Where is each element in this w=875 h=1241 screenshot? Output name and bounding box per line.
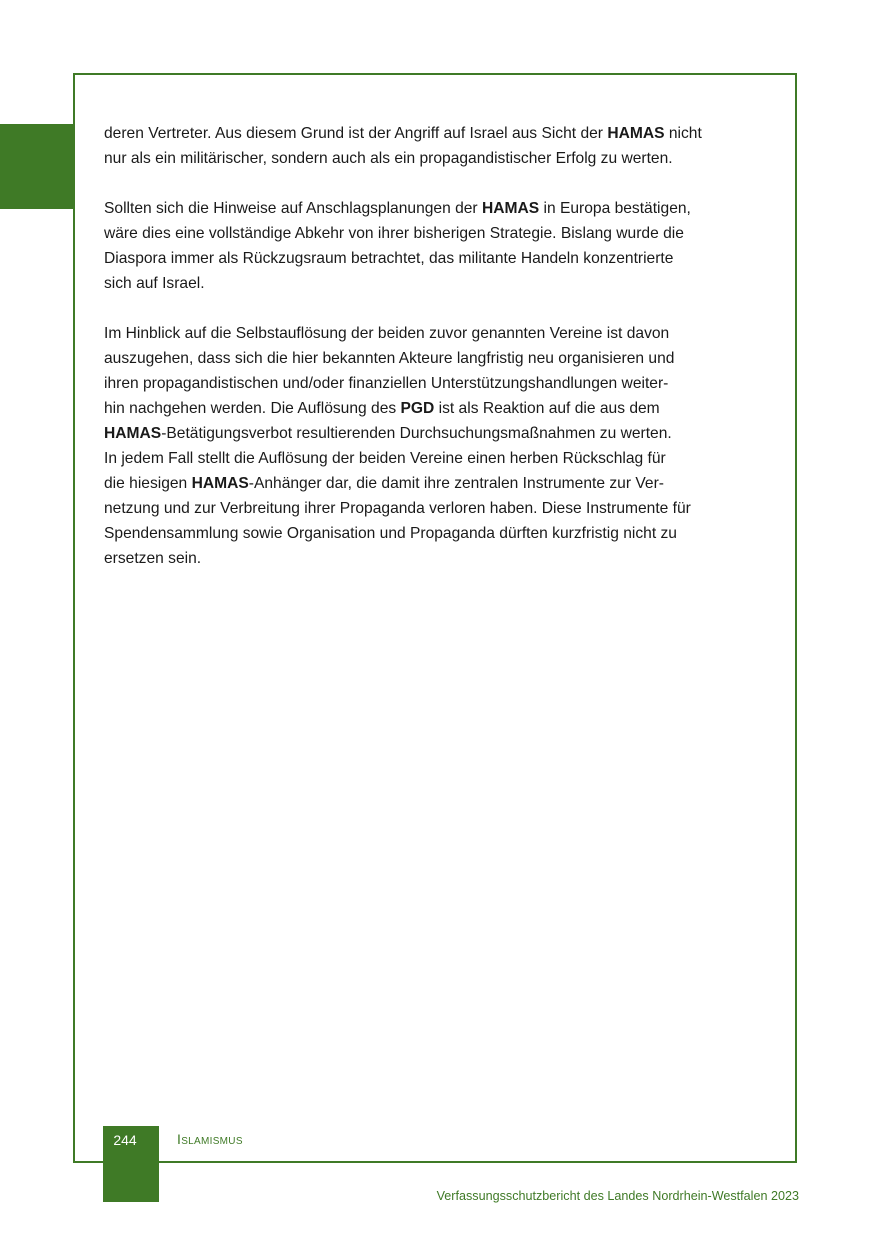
page-number: 244 [113, 1132, 137, 1148]
paragraph-3 [104, 321, 774, 571]
paragraph-1-segment: deren Vertreter. Aus diesem Grund ist der Angriff auf Israel aus Sicht der [104, 125, 608, 142]
paragraph-3-hamas: HAMAS [104, 425, 162, 442]
paragraph-2-segment: in Europa bestätigen, wäre dies eine vollständige Abkehr von ihrer bisherigen Strategie. Bislang wurde die Diaspora immer als Rückzugsraum betrachtet, das militante Handeln konzentrierte sich auf Israel. [104, 200, 691, 292]
paragraph-3-segment: -Anhänger dar, die damit ihre zentralen Instrumente zur Ver- netzung und zur Verbreitung ihrer Propaganda verloren haben. Diese Instrumente für Spendensammlung sowie Organisation und Propaganda dürften kurzfristig nicht zu ersetzen sein. [104, 475, 691, 567]
paragraph-3-segment: Im Hinblick auf die Selbstauflösung der beiden zuvor genannten Vereine ist davon auszugehen, dass sich die hier bekannten Akteure langfristig neu organisieren und ihren propagandistischen und/oder finanziellen Unterstützungshandlungen weiter- hin nachgehen werden. Die Auflösung des [104, 325, 675, 417]
paragraph-3-hamas: HAMAS [191, 475, 249, 492]
chapter-side-tab [0, 124, 75, 209]
paragraph-2-segment: Sollten sich die Hinweise auf Anschlagsplanungen der [104, 200, 482, 217]
body-text [104, 121, 774, 596]
paragraph-1-hamas: HAMAS [607, 125, 665, 142]
paragraph-3-segment: ist als Reaktion auf die aus dem [434, 400, 660, 417]
paragraph-1-segment: nicht nur als ein militärischer, sondern auch als ein propagandistischer Erfolg zu werten. [104, 125, 702, 167]
section-label: Islamismus [177, 1131, 243, 1147]
paragraph-3-pgd: PGD [400, 400, 435, 417]
paragraph-3-segment: -Betätigungsverbot resultierenden Durchsuchungsmaßnahmen zu werten. In jedem Fall stellt die Auflösung der beiden Vereine einen herben Rückschlag für die hiesigen [104, 425, 672, 492]
paragraph-2 [104, 196, 774, 296]
paragraph-1 [104, 121, 774, 171]
footer-publication-title: Verfassungsschutzbericht des Landes Nordrhein-Westfalen 2023 [436, 1189, 799, 1203]
paragraph-2-hamas: HAMAS [481, 200, 540, 217]
page-number-tab [103, 1126, 159, 1202]
